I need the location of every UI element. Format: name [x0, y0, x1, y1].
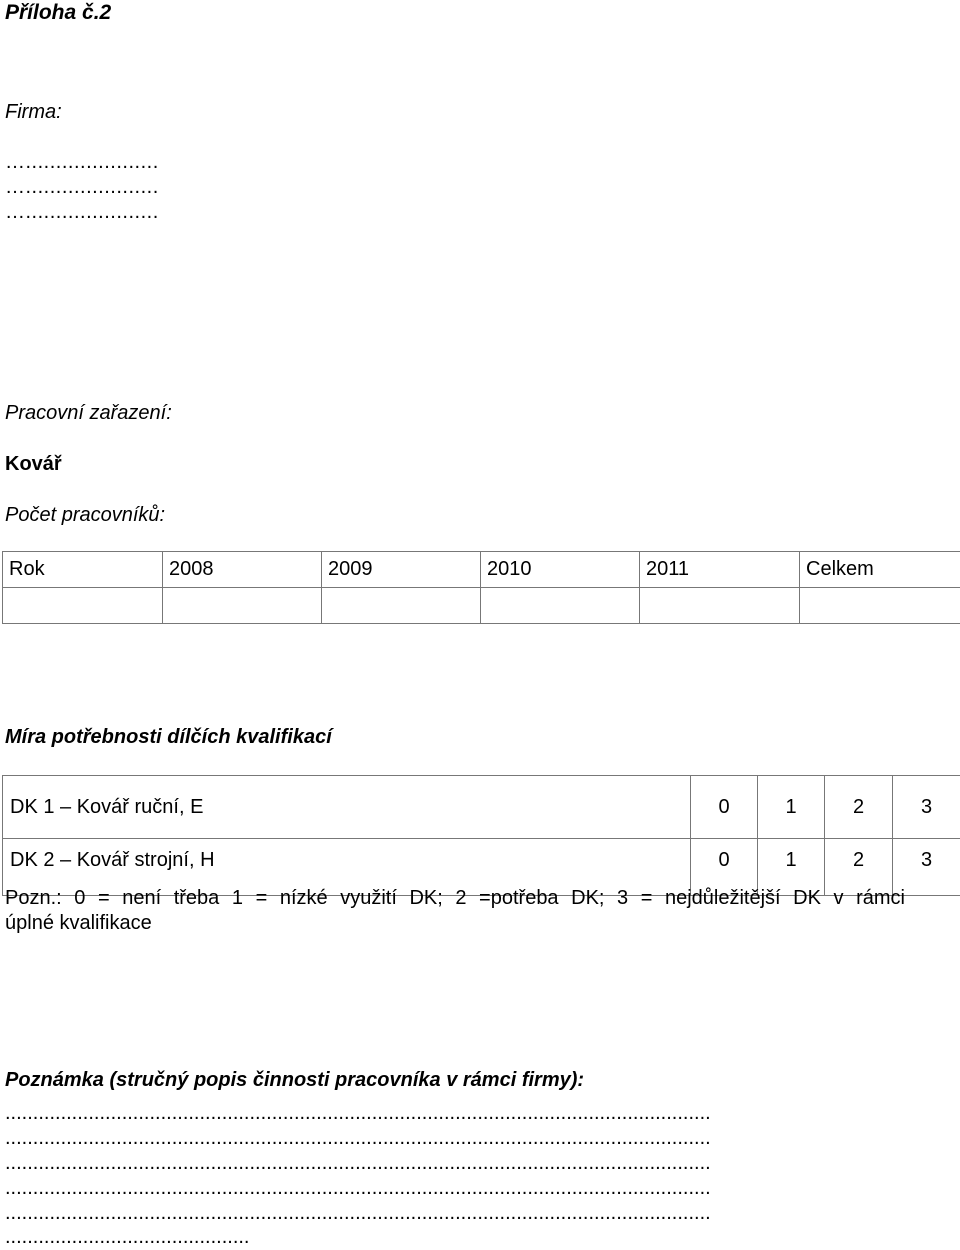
- dk1-label: DK 1 – Kovář ruční, E: [3, 776, 691, 839]
- remark-label: Poznámka (stručný popis činnosti pracovníka v rámci firmy):: [5, 1069, 585, 1091]
- dk1-score-0[interactable]: 0: [691, 776, 758, 839]
- col-header-2011: 2011: [640, 552, 800, 588]
- dk1-score-1[interactable]: 1: [758, 776, 825, 839]
- table-header-row: [3, 552, 960, 588]
- col-header-2010: 2010: [481, 552, 640, 588]
- scale-note-line-1: Pozn.: 0 = není třeba 1 = nízké využití DK; 2 =potřeba DK; 3 = nejdůležitější DK v rámci: [5, 887, 905, 909]
- qualifications-table: [2, 775, 960, 896]
- value-cell-2008[interactable]: [163, 588, 322, 624]
- value-cell-rok[interactable]: [3, 588, 163, 624]
- dk1-score-3[interactable]: 3: [893, 776, 960, 839]
- dk2-score-1[interactable]: 1: [758, 839, 825, 896]
- dk2-score-0[interactable]: 0: [691, 839, 758, 896]
- firm-line-2[interactable]: …......................: [5, 176, 159, 198]
- value-cell-2009[interactable]: [322, 588, 481, 624]
- col-header-2008: 2008: [163, 552, 322, 588]
- dk1-score-2[interactable]: 2: [825, 776, 893, 839]
- workers-label: Počet pracovníků:: [5, 504, 166, 526]
- remark-line-4[interactable]: ...............................................................................................................................: [5, 1177, 711, 1199]
- remark-line-1[interactable]: ...............................................................................................................................: [5, 1102, 711, 1124]
- remark-line-3[interactable]: ...............................................................................................................................: [5, 1152, 711, 1174]
- table-row: [3, 588, 960, 624]
- table-row: [3, 776, 960, 839]
- col-header-celkem: Celkem: [800, 552, 960, 588]
- col-header-2009: 2009: [322, 552, 481, 588]
- remark-line-6[interactable]: ............................................: [5, 1226, 250, 1248]
- value-cell-2010[interactable]: [481, 588, 640, 624]
- firm-label: Firma:: [5, 101, 62, 123]
- qualifications-title: Míra potřebnosti dílčích kvalifikací: [5, 726, 332, 748]
- position-value: Kovář: [5, 453, 62, 475]
- value-cell-celkem[interactable]: [800, 588, 960, 624]
- dk2-score-2[interactable]: 2: [825, 839, 893, 896]
- workers-table: [2, 551, 960, 624]
- firm-line-1[interactable]: …......................: [5, 151, 159, 173]
- value-cell-2011[interactable]: [640, 588, 800, 624]
- annex-label: Příloha č.2: [5, 1, 112, 24]
- remark-line-2[interactable]: ...............................................................................................................................: [5, 1127, 711, 1149]
- firm-line-3[interactable]: …......................: [5, 201, 159, 223]
- dk2-score-3[interactable]: 3: [893, 839, 960, 896]
- remark-line-5[interactable]: ...............................................................................................................................: [5, 1202, 711, 1224]
- position-label: Pracovní zařazení:: [5, 402, 172, 424]
- scale-note-line-2: úplné kvalifikace: [5, 912, 152, 934]
- dk2-label: DK 2 – Kovář strojní, H: [3, 839, 691, 896]
- col-header-rok: Rok: [3, 552, 163, 588]
